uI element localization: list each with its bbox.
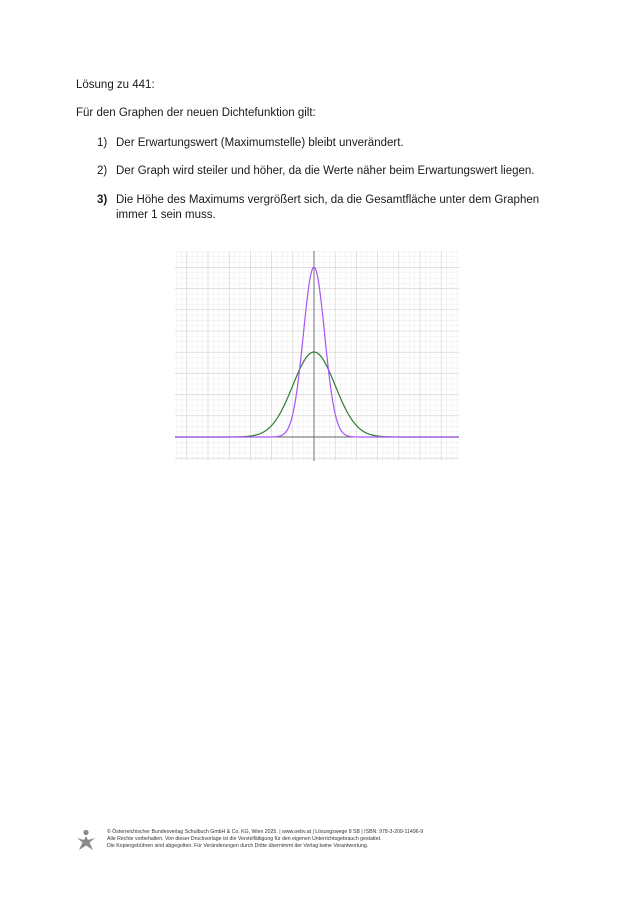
grid-major-lines <box>175 251 459 461</box>
list-item-number: 2) <box>97 165 108 177</box>
publisher-logo-icon <box>74 829 98 853</box>
footer-line: Alle Rechte vorbehalten. Von dieser Druckvorlage ist die Vervielfältigung für den eigenen Unterrichtsgebrauch gestattet. <box>107 836 382 843</box>
grid-minor-lines <box>175 251 459 461</box>
solution-heading: Lösung zu 441: <box>76 79 155 91</box>
list-item-text: Der Graph wird steiler und höher, da die Werte näher beim Erwartungswert liegen. <box>116 165 535 177</box>
copyright-notice <box>107 829 423 851</box>
list-item-text: Die Höhe des Maximums vergrößert sich, da die Gesamtfläche unter dem Graphen immer 1 sein muss. <box>116 194 540 221</box>
footer-line: © Österreichischer Bundesverlag Schulbuch GmbH & Co. KG, Wien 2025. | www.oebv.at | Lösungswege 8 SB | ISBN: 978-3-209-11496-9 <box>107 829 424 835</box>
footer <box>74 829 594 859</box>
list-item-number: 3) <box>97 194 108 206</box>
intro-text: Für den Graphen der neuen Dichtefunktion gilt: <box>76 107 316 119</box>
list-item-text: Der Erwartungswert (Maximumstelle) bleibt unverändert. <box>116 137 404 149</box>
list-item-number: 1) <box>97 137 108 149</box>
density-graph <box>175 251 459 461</box>
footer-line: Die Kopiergebühren sind abgegolten. Für Veränderungen durch Dritte übernimmt der Verlag keine Verantwortung. <box>107 843 369 850</box>
